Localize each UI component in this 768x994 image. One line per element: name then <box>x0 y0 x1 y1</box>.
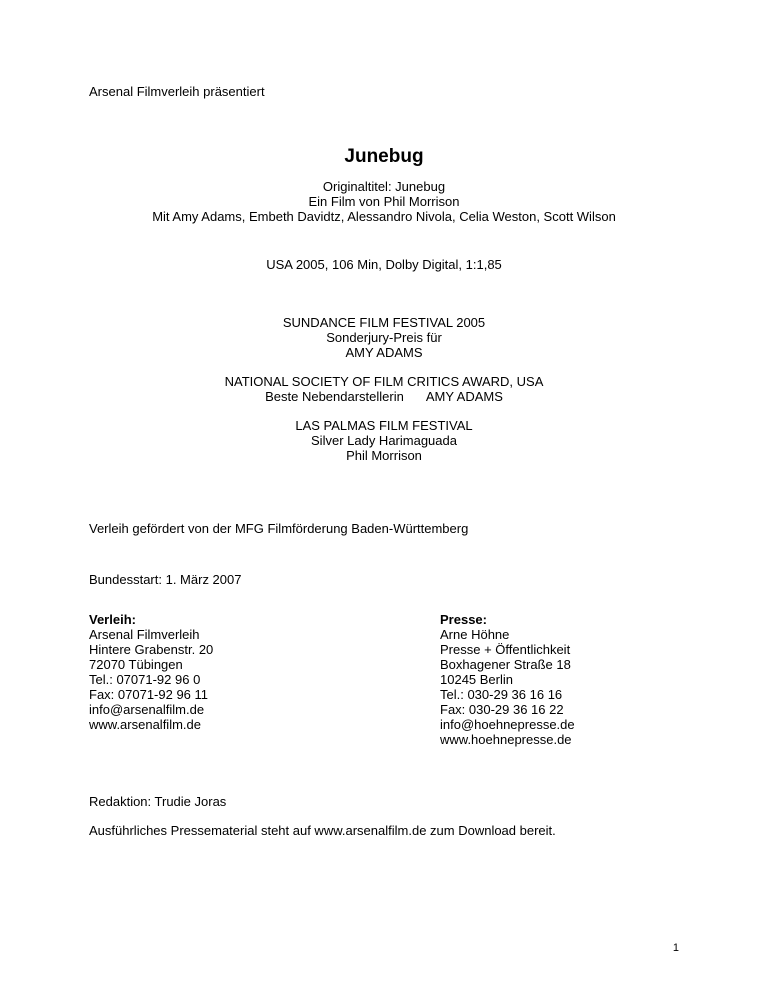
contact-line: Hintere Grabenstr. 20 <box>89 642 214 657</box>
distributor-heading: Verleih: <box>89 612 136 627</box>
editor-line: Redaktion: Trudie Joras <box>89 794 227 809</box>
award-festival: NATIONAL SOCIETY OF FILM CRITICS AWARD, USA <box>224 374 544 389</box>
contact-line: Arsenal Filmverleih <box>89 627 200 642</box>
contact-line: Boxhagener Straße 18 <box>440 657 571 672</box>
page-number: 1 <box>672 942 679 954</box>
contact-line: Tel.: 07071-92 96 0 <box>89 672 201 687</box>
film-title: Junebug <box>344 146 424 167</box>
contact-line: Presse + Öffentlichkeit <box>440 642 571 657</box>
funding-note: Verleih gefördert von der MFG Filmförderung Baden-Württemberg <box>89 521 469 536</box>
release-date: Bundesstart: 1. März 2007 <box>89 572 242 587</box>
contact-line: 10245 Berlin <box>440 672 513 687</box>
contact-line: 72070 Tübingen <box>89 657 183 672</box>
download-note: Ausführliches Pressematerial steht auf www.arsenalfilm.de zum Download bereit. <box>89 823 556 838</box>
contact-line: Arne Höhne <box>440 627 510 642</box>
award-recipient: AMY ADAMS <box>345 345 423 360</box>
contact-line: Fax: 07071-92 96 11 <box>89 687 209 702</box>
presenter-line: Arsenal Filmverleih präsentiert <box>89 84 265 99</box>
contact-line: Tel.: 030-29 36 16 16 <box>440 687 563 702</box>
cast-line: Mit Amy Adams, Embeth Davidtz, Alessandro Nivola, Celia Weston, Scott Wilson <box>152 209 616 224</box>
award-recipient: AMY ADAMS <box>425 389 503 404</box>
contact-line: Fax: 030-29 36 16 22 <box>440 702 564 717</box>
tech-specs: USA 2005, 106 Min, Dolby Digital, 1:1,85 <box>266 257 502 272</box>
director-line: Ein Film von Phil Morrison <box>308 194 460 209</box>
award-festival: LAS PALMAS FILM FESTIVAL <box>295 418 473 433</box>
contact-email: info@arsenalfilm.de <box>89 702 205 717</box>
award-sundance <box>0 315 768 360</box>
press-heading: Presse: <box>440 612 487 627</box>
contact-email: info@hoehnepresse.de <box>440 717 575 732</box>
contact-website: www.arsenalfilm.de <box>89 717 201 732</box>
award-nsfc <box>0 374 768 404</box>
award-prize: Beste Nebendarstellerin <box>265 389 404 404</box>
award-recipient: Phil Morrison <box>346 448 422 463</box>
film-credits <box>0 179 768 224</box>
award-prize-line <box>0 389 768 404</box>
contact-website: www.hoehnepresse.de <box>440 732 572 747</box>
award-prize: Silver Lady Harimaguada <box>311 433 457 448</box>
award-las-palmas <box>0 418 768 463</box>
distributor-contact <box>89 612 213 732</box>
award-festival: SUNDANCE FILM FESTIVAL 2005 <box>282 315 486 330</box>
award-prize: Sonderjury-Preis für <box>326 330 442 345</box>
original-title: Originaltitel: Junebug <box>322 179 446 194</box>
press-contact <box>440 612 575 747</box>
